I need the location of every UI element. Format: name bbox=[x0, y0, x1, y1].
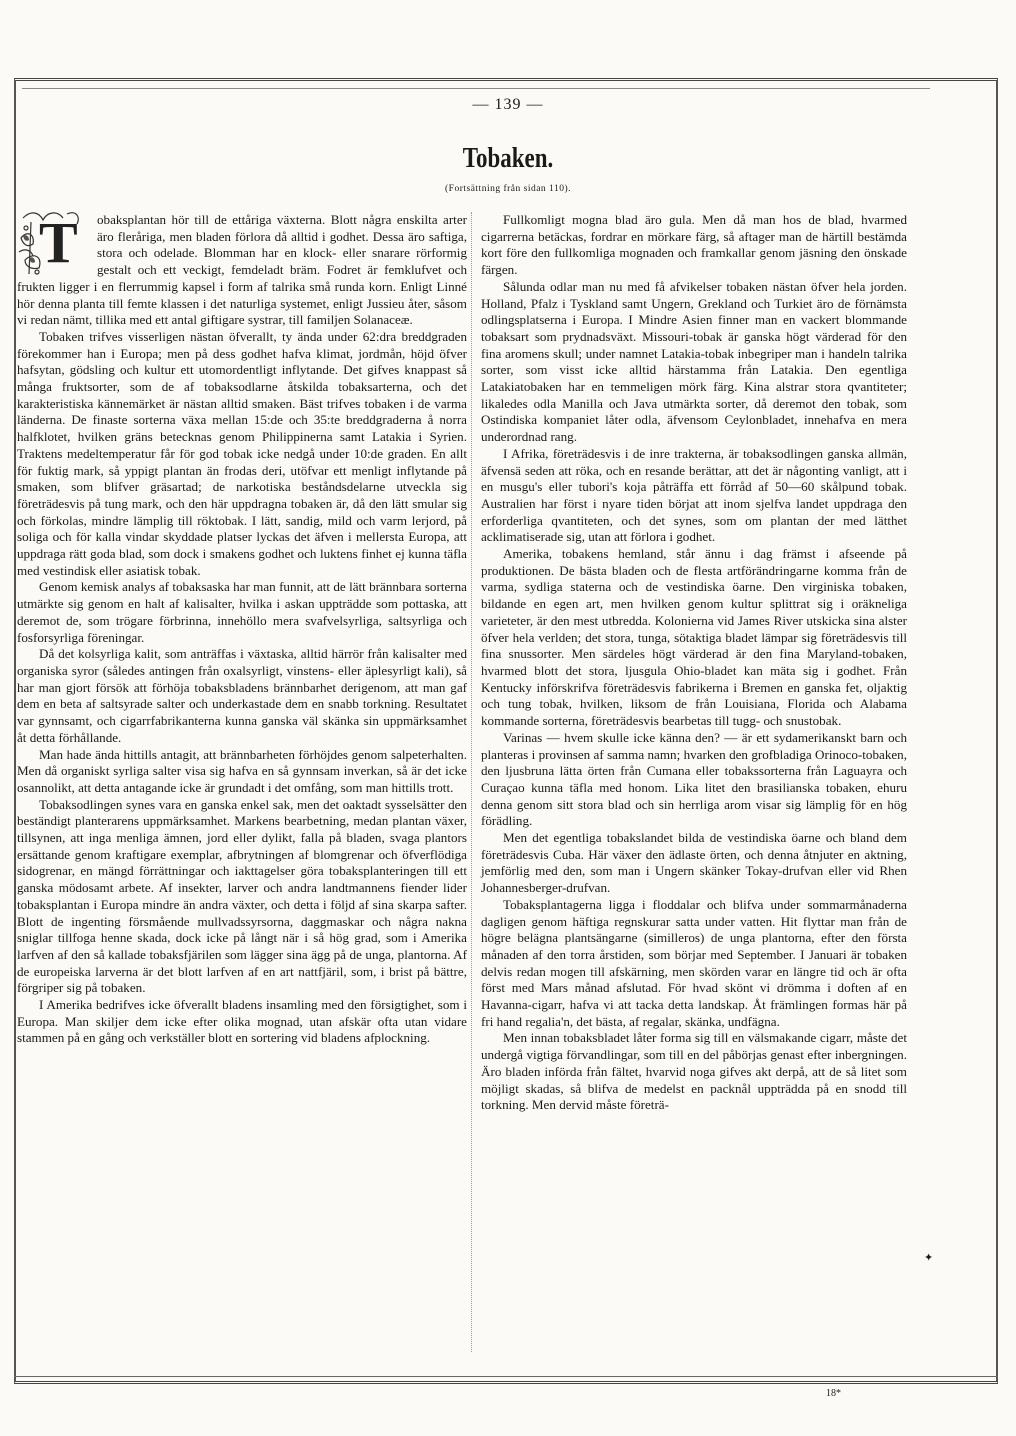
paragraph: Man hade ända hittills antagit, att brännbarheten förhöjdes genom salpeterhalten. Men då organiskt syrliga salter visa sig hafva en så gynnsam inverkan, så är det icke osannolikt, att detta antagande icke är grundadt i det omfång, som man hittills trott. bbox=[17, 746, 467, 795]
paragraph: Amerika, tobakens hemland, står ännu i dag främst i afseende på produktionen. De bästa bladen och de flesta artförändringarne komma från de varma, sydliga staterna och de vestindiska öarne. Den virginiska tobaken, bildande en egen art, men hvilken genom kultur splittrat sig i oräkneliga varieteter, är den mest utbredda. Kolonierna vid James River utskicka sina alster öfver hela verlden; det stora, tunga, sötaktiga bladet lämpar sig företrädesvis till fina snussorter. Men särdeles högt värderad är den fina Maryland-tobaken, hvarmed blott det stora, ljusgula Ohio-bladet kan mäta sig i godhet. Från Kentucky införskrifva företrädesvis fabrikerna i Bremen en ganska fet, oljaktig och tung tobak, hvilken, liksom de från Louisiana, Florida och Alabama kommande sorterna, företrädesvis bearbetas till tugg- och snustobak. bbox=[481, 546, 907, 729]
paragraph: I Afrika, företrädesvis i de inre trakterna, är tobaksodlingen ganska allmän, äfvensä seden att röka, och en resande berättar, att det är någonting vanligt, att i en musgu's eller tubori's koja påträffa ett förråd af 50—60 skålpund tobak. Australien har först i nyare tiden börjat att inom sjelfva landet uppdraga den erforderliga qvantiteten, och det synes, som om plantan der med lätthet acklimatiserade sig, utan att förlora i godhet. bbox=[481, 445, 907, 545]
paragraph bbox=[17, 212, 467, 329]
paragraph: Tobaksplantagerna ligga i floddalar och blifva under sommarmånaderna dagligen genom häftiga regnskurar satta under vatten. Hit flyttar man från de högre belägna plantsängarne (similleros) de unga plantorna, efter den första månaden af den torra årstiden, som börjar med September. I Januari är tobaken delvis redan mogen till afskärning, men skörden varar en längre tid och är ofta först med Mars månad afslutad. För hvad skönt vi drömma i doften af en Havanna-cigarr, hafva vi att tacka detta landskap. Åt främlingen formas här på fri hand regalia'n, det bästa, af regalar, skänka, undfägna. bbox=[481, 896, 907, 1029]
right-column bbox=[481, 212, 907, 1114]
article-subtitle: (Fortsättning från sidan 110). bbox=[445, 184, 571, 194]
paragraph-text: obaksplantan hör till de ettåriga växterna. Blott några enskilta arter äro fleråriga, men bladen förlora då alltid i godhet. Dessa äro saftiga, stora och odelade. Blomman har en klock- eller snarare rörformig gestalt och ett veckigt, femdeladt bräm. Fodret är femklufvet och frukten ligger i en flerrummig kapsel i form af talrika små runda korn. Enligt Linné hör denna planta till femte klassen i det naturliga systemet, enligt Jussieu åter, såsom vi redan nämt, tillika med ett antal giftigare systrar, till familjen Solanaceæ. bbox=[17, 212, 467, 328]
margin-mark-icon: ✦ bbox=[924, 1252, 934, 1264]
paragraph: I Amerika bedrifves icke öfverallt bladens insamling med den försigtighet, som i Europa. Man skiljer dem icke efter olika mognad, utan afskär ofta utan vidare stammen på en gång och verkställer blott en sortering vid bladens afplockning. bbox=[17, 997, 467, 1046]
sheet-signature: 18* bbox=[826, 1388, 841, 1399]
paragraph: Tobaksodlingen synes vara en ganska enkel sak, men det oaktadt sysselsätter den beständigt planterarens uppmärksamhet. Markens bearbetning, medan plantan växer, tillsynen, att inga menliga ämnen, jord eller dylikt, falla på bladen, svaga plantors ersättande genom kraftigare exemplar, afbrytningen af blomgrenar och öfverflödiga sidogrenar, en mängd förrättningar och iakttagelser göra tobaksplanteringen till ett ganska mödosamt arbete. Af insekter, larver och andra landtmannens fiender lider tobaksplantan i Europa mindre än andra växter, och detta i följd af sina skarpa safter. Blott de ingenting försmående mullvadssyrsorna, daggmaskar och några nakna sniglar tillfoga henne skada, dock icke på långt när i så hög grad, som i Amerika larfven af den så kallade tobaksfjärilen som lägger sina ägg på de unga, plantorna. Af de europeiska larverna är det blott larfven af en art nattfjäril, som, i brist på bättre, förgriper sig på tobaken. bbox=[17, 796, 467, 996]
paragraph: Men det egentliga tobakslandet bilda de vestindiska öarne och bland dem företrädesvis Cuba. Här växer den ädlaste örten, och denna åtnjuter en aktning, jemförlig med den, som man i Ungern skänker Tokay-drufvan eller vid Rhen Johannesberger-drufvan. bbox=[481, 830, 907, 896]
paragraph: Tobaken trifves visserligen nästan öfverallt, ty ända under 62:dra breddgraden förekommer han i Europa; men på dess godhet hafva klimat, jordmån, höjd öfver hafsytan, gödsling och kultur ett utomordentligt inflytande. Det gifves knappast så många fruktsorter, som de af tobaksodlarne åtskilda tobaksarterna, och det karakteristiska kännemärket är nästan alltid smaken. Bäst trifves tobaken i de varma länderna. De finaste sorterna växa mellan 15:de och 35:te breddgraderna å norra halfklotet, hvilken gräns betecknas genom Philippinerna samt Latakia i Syrien. Traktens medeltemperatur får för god tobak icke nedgå under 10:de graden. En allt för fuktig mark, så yppigt plantan än frodas deri, utöfvar ett menligt inflytande på smaken, som blifver gräsartad; de narkotiska beståndsdelarne utveckla sig företrädesvis på tung mark, och den här uppdragna tobaken är, då den lätt smular sig och förkolas, mindre lämplig till röktobak. I lätt, sandig, mild och varm lerjord, på soliga och för kalla vindar skyddade platser lyckas det äfven i mellersta Europa, att uppdraga rätt goda blad, som dock i smakens godhet och luktens finhet ej kunna täfla med vestindisk eller asiatisk tobak. bbox=[17, 328, 467, 578]
paragraph: Sålunda odlar man nu med få afvikelser tobaken nästan öfver hela jorden. Holland, Pfalz i Tyskland samt Ungern, Grekland och Turkiet äro de förnämsta odlingsplatserna i Europa. I Mindre Asien finner man en vackert blommande tobaksart som prydnadsväxt. Missouri-tobak är ganska högt värderad för den fina aromens skull; under namnet Latakia-tobak inbegriper man i handeln talrika sorter, som visst icke alltid härstamma från Latakia. Den egentliga Latakiatobaken har en temmeligen mörk färg. Kina alstrar stora qvantiteter; likaledes odla Manilla och Java utmärkta sorter, då deremot den tobak, som Ostindiska kompaniet låter odla, äfvensom Ceylonbladet, innehafva en mera underordnad rang. bbox=[481, 278, 907, 445]
paragraph: Då det kolsyrliga kalit, som anträffas i växtaska, alltid härrör från kalisalter med organiska syror (således antingen från oxalsyrligt, vinstens- eller äplesyrligt kali), så har man gjort försök att förhöja tobaksbladens brännbarhet derigenom, att man gaf dem en beta af saltsyrade salter och underkastade dem en snabb torkning. Resultatet var gynnsamt, och cigarrfabrikanterna kunna ganska väl skänka sin uppmärksamhet åt detta förhållande. bbox=[17, 646, 467, 745]
paragraph: Men innan tobaksbladet låter forma sig till en välsmakande cigarr, måste det undergå vigtiga förvandlingar, som till en del påbörjas genast efter inbergningen. Äro bladen införda från fältet, hvarvid noga gifves akt derpå, att de så litet som möjligt skadas, så blifva de medelst en packnål uppträdda på en snodd till torkning. Men dervid måste företrä- bbox=[481, 1030, 907, 1113]
footer-rule bbox=[14, 1376, 998, 1377]
drop-cap-letter: T bbox=[39, 210, 78, 275]
column-divider bbox=[471, 212, 472, 1352]
article-title: Tobaken. bbox=[462, 143, 554, 174]
paragraph: Genom kemisk analys af tobaksaska har man funnit, att de lätt brännbara sorterna utmärkte sig genom en halt af kalisalter, hvilka i askan uppträdde som pottaska, att deremot de, som trögare förbrinna, innehöllo mera svafvelsyrliga, saltsyrliga och fosforsyrliga föreningar. bbox=[17, 579, 467, 645]
paragraph: Fullkomligt mogna blad äro gula. Men då man hos de blad, hvarmed cigarrerna betäckas, fordrar en mörkare färg, så aftager man de härtill bestämda kort före den fullkomliga mognaden och framkallar genom jäsning den önskade färgen. bbox=[481, 212, 907, 278]
left-column bbox=[17, 212, 467, 1047]
page-number: — 139 — bbox=[472, 96, 544, 113]
drop-cap-ornament bbox=[17, 208, 91, 278]
paragraph: Varinas — hvem skulle icke känna den? — är ett sydamerikanskt barn och planteras i provinsen af samma namn; hvarken den grofbladiga Orinoco-tobaken, den ljusbruna lätta örten från Cumana eller tobakssorterna från Laguayra och Curaçao kunna täfla med honom. Lika litet den brasilianska tobaken, ehuru denna genom sitt stora blad och sin herrliga arom visar sig lämplig för en hög förädling. bbox=[481, 729, 907, 829]
